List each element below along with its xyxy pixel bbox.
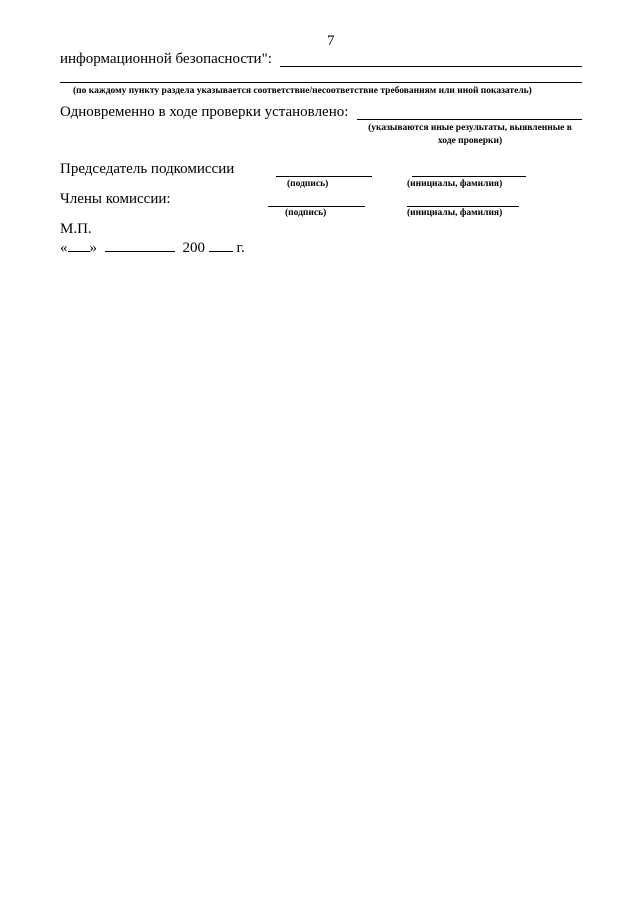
date-open-quote: «	[60, 240, 68, 256]
day-fill-line	[68, 239, 90, 252]
members-initials-line	[407, 206, 519, 207]
year-suffix: г.	[236, 240, 245, 256]
chairman-label: Председатель подкомиссии	[60, 161, 235, 177]
stamp-label: М.П.	[60, 221, 92, 237]
other-results-note-line2: ходе проверки)	[437, 136, 503, 146]
chairman-initials-caption: (инициалы, фамилия)	[407, 179, 503, 189]
year-fill-line	[209, 239, 233, 252]
other-results-fill-line	[357, 119, 582, 120]
date-close-quote: »	[89, 240, 97, 256]
section-end-fill-line	[280, 66, 582, 67]
chairman-signature-line	[276, 176, 372, 177]
chairman-initials-line	[412, 176, 526, 177]
simultaneous-label: Одновременно в ходе проверки установлено:	[60, 104, 349, 120]
section-end-label: информационной безопасности":	[60, 51, 272, 67]
members-signature-line	[268, 206, 365, 207]
other-results-note-line1: (указываются иные результаты, выявленные в	[368, 123, 572, 133]
year-prefix: 200	[182, 240, 205, 256]
date-line	[60, 239, 245, 257]
requirement-fill-line	[60, 82, 582, 83]
requirement-note: (по каждому пункту раздела указывается соответствие/несоответствие требованиям или иной показатель)	[73, 86, 532, 96]
members-signature-caption: (подпись)	[285, 208, 327, 218]
month-fill-line	[105, 239, 175, 252]
members-label: Члены комиссии:	[60, 191, 171, 207]
page-number: 7	[327, 33, 335, 49]
other-results-note	[355, 122, 585, 148]
members-initials-caption: (инициалы, фамилия)	[407, 208, 503, 218]
chairman-signature-caption: (подпись)	[287, 179, 329, 189]
